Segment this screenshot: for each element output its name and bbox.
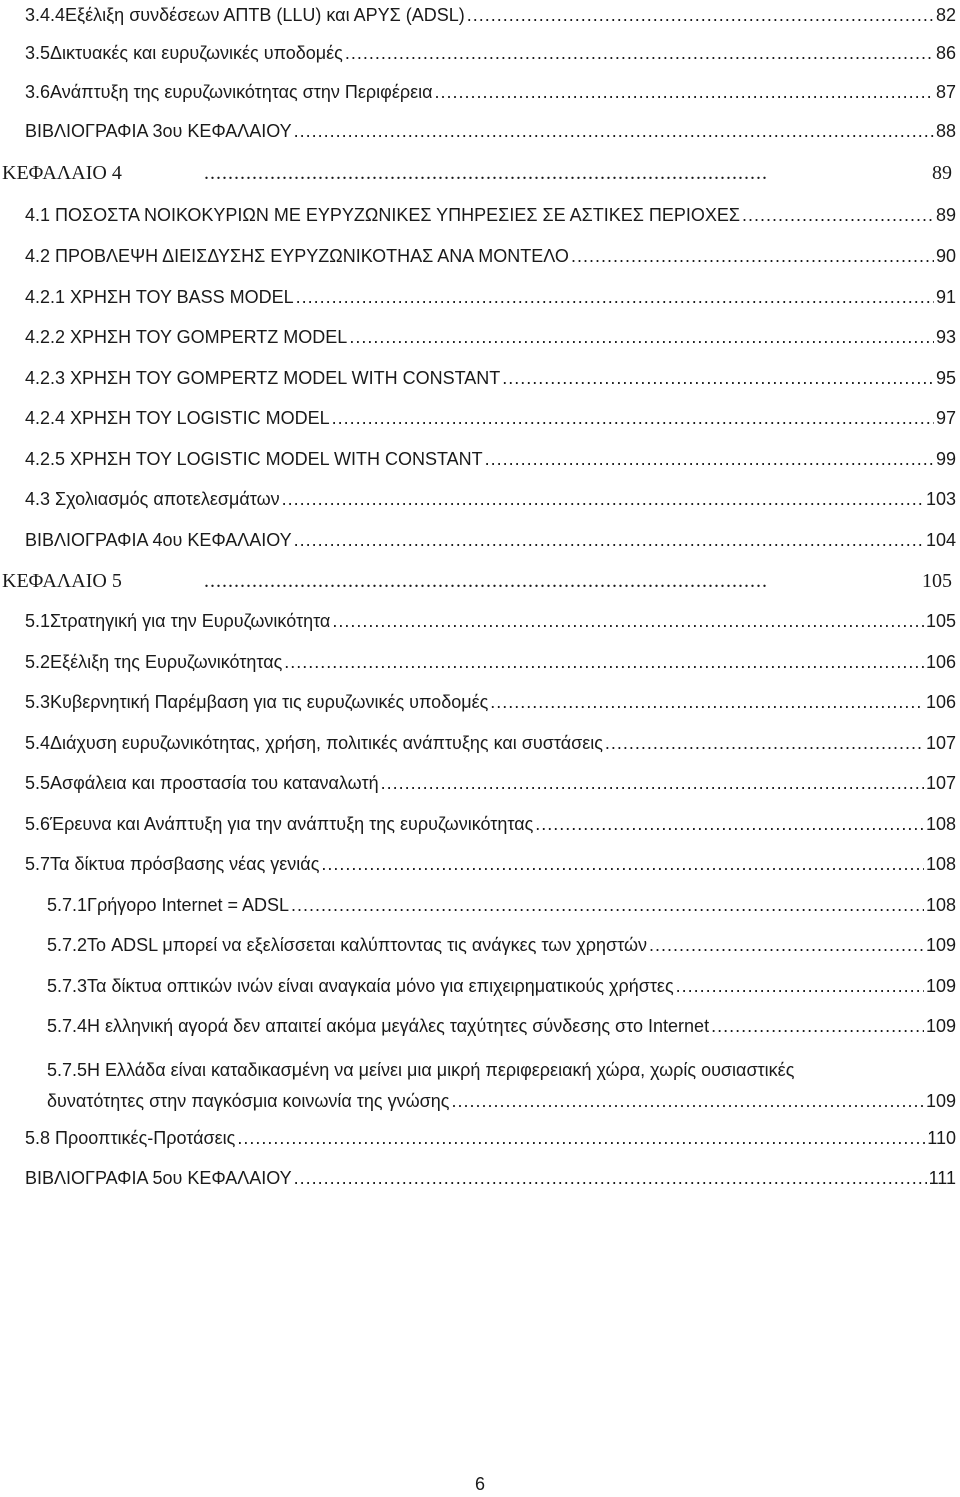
dot-leader: [742, 203, 934, 227]
toc-entry[interactable]: [25, 406, 956, 430]
toc-chapter-heading[interactable]: [2, 568, 956, 594]
toc-entry-page: 82: [935, 5, 956, 25]
toc-entry-title: 4.1 ΠΟΣΟΣΤΑ ΝΟΙΚΟΚΥΡΙΩΝ ΜΕ ΕΥΡΥΖΩΝΙΚΕΣ ΥΠΗΡΕΣΙΕΣ ΣΕ ΑΣΤΙΚΕΣ ΠΕΡΙΟΧΕΣ: [25, 205, 741, 225]
dot-leader: [649, 933, 924, 957]
toc-entry-page: 86: [935, 43, 956, 63]
toc-entry-title: 5.7.2Το ADSL μπορεί να εξελίσσεται καλύπτοντας τις ανάγκες των χρηστών: [47, 935, 647, 955]
toc-entry[interactable]: [25, 285, 956, 309]
toc-entry-title: 5.7Τα δίκτυα πρόσβασης νέας γενιάς: [25, 854, 320, 874]
toc-entry[interactable]: [25, 528, 956, 552]
dot-leader: [676, 974, 924, 998]
toc-entry-page: 87: [935, 82, 956, 102]
toc-entry[interactable]: [25, 852, 956, 876]
dot-leader: [435, 80, 934, 104]
toc-entry-title: ΒΙΒΛΙΟΓΡΑΦΙΑ 3ου ΚΕΦΑΛΑΙΟΥ: [25, 121, 292, 141]
dot-leader: [467, 3, 934, 27]
toc-entry[interactable]: [25, 3, 956, 27]
toc-entry[interactable]: [25, 650, 956, 674]
toc-entry-title: 5.7.3Τα δίκτυα οπτικών ινών είναι αναγκαία μόνο για επιχειρηματικούς χρήστες: [47, 976, 674, 996]
toc-entry-title: 4.2.4 ΧΡΗΣΗ ΤΟΥ LOGISTIC MODEL: [25, 408, 330, 428]
toc-entry-title: 5.4Διάχυση ευρυζωνικότητας, χρήση, πολιτικές ανάπτυξης και συστάσεις: [25, 733, 603, 753]
toc-entry-title: 5.7.4Η ελληνική αγορά δεν απαιτεί ακόμα μεγάλες ταχύτητες σύνδεσης στο Internet: [47, 1016, 710, 1036]
toc-entry[interactable]: [47, 974, 956, 998]
toc-entry[interactable]: [25, 609, 956, 633]
toc-entry-page: 108: [925, 854, 956, 874]
toc-entry-title: 4.2.2 ΧΡΗΣΗ ΤΟΥ GOMPERTZ MODEL: [25, 327, 348, 347]
toc-entry-title: ΚΕΦΑΛΑΙΟ 4: [2, 162, 122, 184]
toc-entry-page: 91: [935, 287, 956, 307]
toc-entry-title: 5.6Έρευνα και Ανάπτυξη για την ανάπτυξη της ευρυζωνικότητας: [25, 814, 534, 834]
toc-entry[interactable]: [25, 203, 956, 227]
toc-entry[interactable]: [25, 487, 956, 511]
toc-entry-title: ΚΕΦΑΛΑΙΟ 5: [2, 570, 122, 592]
dot-leader: [294, 1166, 927, 1190]
toc-entry[interactable]: [47, 933, 956, 957]
toc-entry-page: 107: [925, 773, 956, 793]
toc-entry-page: 89: [935, 205, 956, 225]
toc-entry-title: 3.4.4Εξέλιξη συνδέσεων ΑΠΤΒ (LLU) και ΑΡΥΣ (ADSL): [25, 5, 465, 25]
toc-entry[interactable]: [25, 812, 956, 836]
toc-entry-page: 109: [925, 935, 956, 955]
toc-entry-title: 5.7.5Η Ελλάδα είναι καταδικασμένη να μείνει μια μικρή περιφερειακή χώρα, χωρίς ουσιαστικές: [47, 1060, 795, 1080]
toc-entry-page: 108: [925, 895, 956, 915]
toc-entry-page: 108: [925, 814, 956, 834]
page-number: 6: [474, 1474, 485, 1494]
toc-entry[interactable]: [25, 1166, 956, 1190]
dot-leader: [571, 244, 934, 268]
dot-leader: [284, 650, 924, 674]
toc-entry-page: 109: [925, 1091, 956, 1111]
dot-leader: [321, 852, 924, 876]
toc-entry-title: ΒΙΒΛΙΟΓΡΑΦΙΑ 5ου ΚΕΦΑΛΑΙΟΥ: [25, 1168, 292, 1188]
toc-entry-title: 5.3Κυβερνητική Παρέμβαση για τις ευρυζωνικές υποδομές: [25, 692, 489, 712]
dot-leader: [345, 41, 934, 65]
toc-entry[interactable]: [25, 731, 956, 755]
toc-entry-page: 88: [935, 121, 956, 141]
dot-leader: [291, 893, 924, 917]
toc-entry[interactable]: [25, 771, 956, 795]
dot-leader: [349, 325, 934, 349]
toc-entry[interactable]: [25, 119, 956, 143]
dot-leader: [204, 568, 769, 594]
dot-leader: [237, 1126, 925, 1150]
toc-entry-page: 107: [925, 733, 956, 753]
toc-entry-page: 111: [928, 1168, 956, 1188]
toc-entry[interactable]: [25, 447, 956, 471]
dot-leader: [535, 812, 924, 836]
toc-entry-title: 5.2Εξέλιξη της Ευρυζωνικότητας: [25, 652, 283, 672]
toc-entry-page: 89: [932, 162, 952, 184]
toc-entry-page: 109: [925, 976, 956, 996]
toc-entry-title: 4.2 ΠΡΟΒΛΕΨΗ ΔΙΕΙΣΔΥΣΗΣ ΕΥΡΥΖΩΝΙΚΟΤΗΑΣ ΑΝΑ ΜΟΝΤΕΛΟ: [25, 246, 569, 266]
dot-leader: [381, 771, 924, 795]
toc-entry-page: 106: [925, 652, 956, 672]
toc-entry-title: 3.6Ανάπτυξη της ευρυζωνικότητας στην Περιφέρεια: [25, 82, 433, 102]
dot-leader: [490, 690, 924, 714]
toc-entry[interactable]: [25, 41, 956, 65]
toc-entry-title: ΒΙΒΛΙΟΓΡΑΦΙΑ 4ου ΚΕΦΑΛΑΙΟΥ: [25, 530, 292, 550]
dot-leader: [711, 1014, 924, 1038]
toc-entry-title: 4.3 Σχολιασμός αποτελεσμάτων: [25, 489, 280, 509]
dot-leader: [502, 366, 934, 390]
dot-leader: [294, 119, 934, 143]
dot-leader: [294, 528, 924, 552]
toc-entry-page: 93: [935, 327, 956, 347]
toc-entry-page: 97: [935, 408, 956, 428]
toc-entry-title: 5.1Στρατηγική για την Ευρυζωνικότητα: [25, 611, 331, 631]
dot-leader: [282, 487, 924, 511]
toc-entry[interactable]: [47, 1014, 956, 1038]
toc-entry-page: 103: [925, 489, 956, 509]
toc-entry-title-continued: δυνατότητες στην παγκόσμια κοινωνία της γνώσης: [47, 1091, 450, 1111]
toc-entry[interactable]: [25, 325, 956, 349]
toc-entry[interactable]: [47, 893, 956, 917]
toc-entry-page: 99: [935, 449, 956, 469]
dot-leader: [332, 406, 934, 430]
toc-entry-page: 90: [935, 246, 956, 266]
toc-entry[interactable]: [25, 366, 956, 390]
toc-entry-title: 5.8 Προοπτικές-Προτάσεις: [25, 1128, 236, 1148]
dot-leader: [296, 285, 934, 309]
toc-entry-page: 109: [925, 1016, 956, 1036]
toc-entry[interactable]: [25, 244, 956, 268]
toc-entry[interactable]: [25, 1126, 956, 1150]
toc-entry-title: 5.7.1Γρήγορο Internet = ADSL: [47, 895, 290, 915]
dot-leader: [204, 160, 769, 186]
toc-entry-title: 4.2.3 ΧΡΗΣΗ ΤΟΥ GOMPERTZ MODEL WITH CONSTANT: [25, 368, 501, 388]
dot-leader: [485, 447, 934, 471]
toc-chapter-heading[interactable]: [2, 160, 956, 186]
toc-entry-title: 3.5Δικτυακές και ευρυζωνικές υποδομές: [25, 43, 343, 63]
toc-entry-page: 110: [927, 1128, 956, 1148]
toc-entry-page: 106: [925, 692, 956, 712]
dot-leader: [332, 609, 924, 633]
toc-entry-title: 4.2.5 ΧΡΗΣΗ ΤΟΥ LOGISTIC MODEL WITH CONSTANT: [25, 449, 483, 469]
toc-entry-title: 5.5Ασφάλεια και προστασία του καταναλωτή: [25, 773, 379, 793]
toc-entry-page: 105: [922, 570, 952, 592]
dot-leader: [605, 731, 924, 755]
toc-entry[interactable]: [25, 690, 956, 714]
dot-leader: [451, 1086, 924, 1117]
toc-entry-title: 4.2.1 ΧΡΗΣΗ ΤΟΥ BASS MODEL: [25, 287, 294, 307]
toc-entry-page: 104: [925, 530, 956, 550]
toc-entry-page: 105: [925, 611, 956, 631]
toc-entry[interactable]: [47, 1055, 956, 1117]
toc-entry[interactable]: [25, 80, 956, 104]
toc-entry-page: 95: [935, 368, 956, 388]
